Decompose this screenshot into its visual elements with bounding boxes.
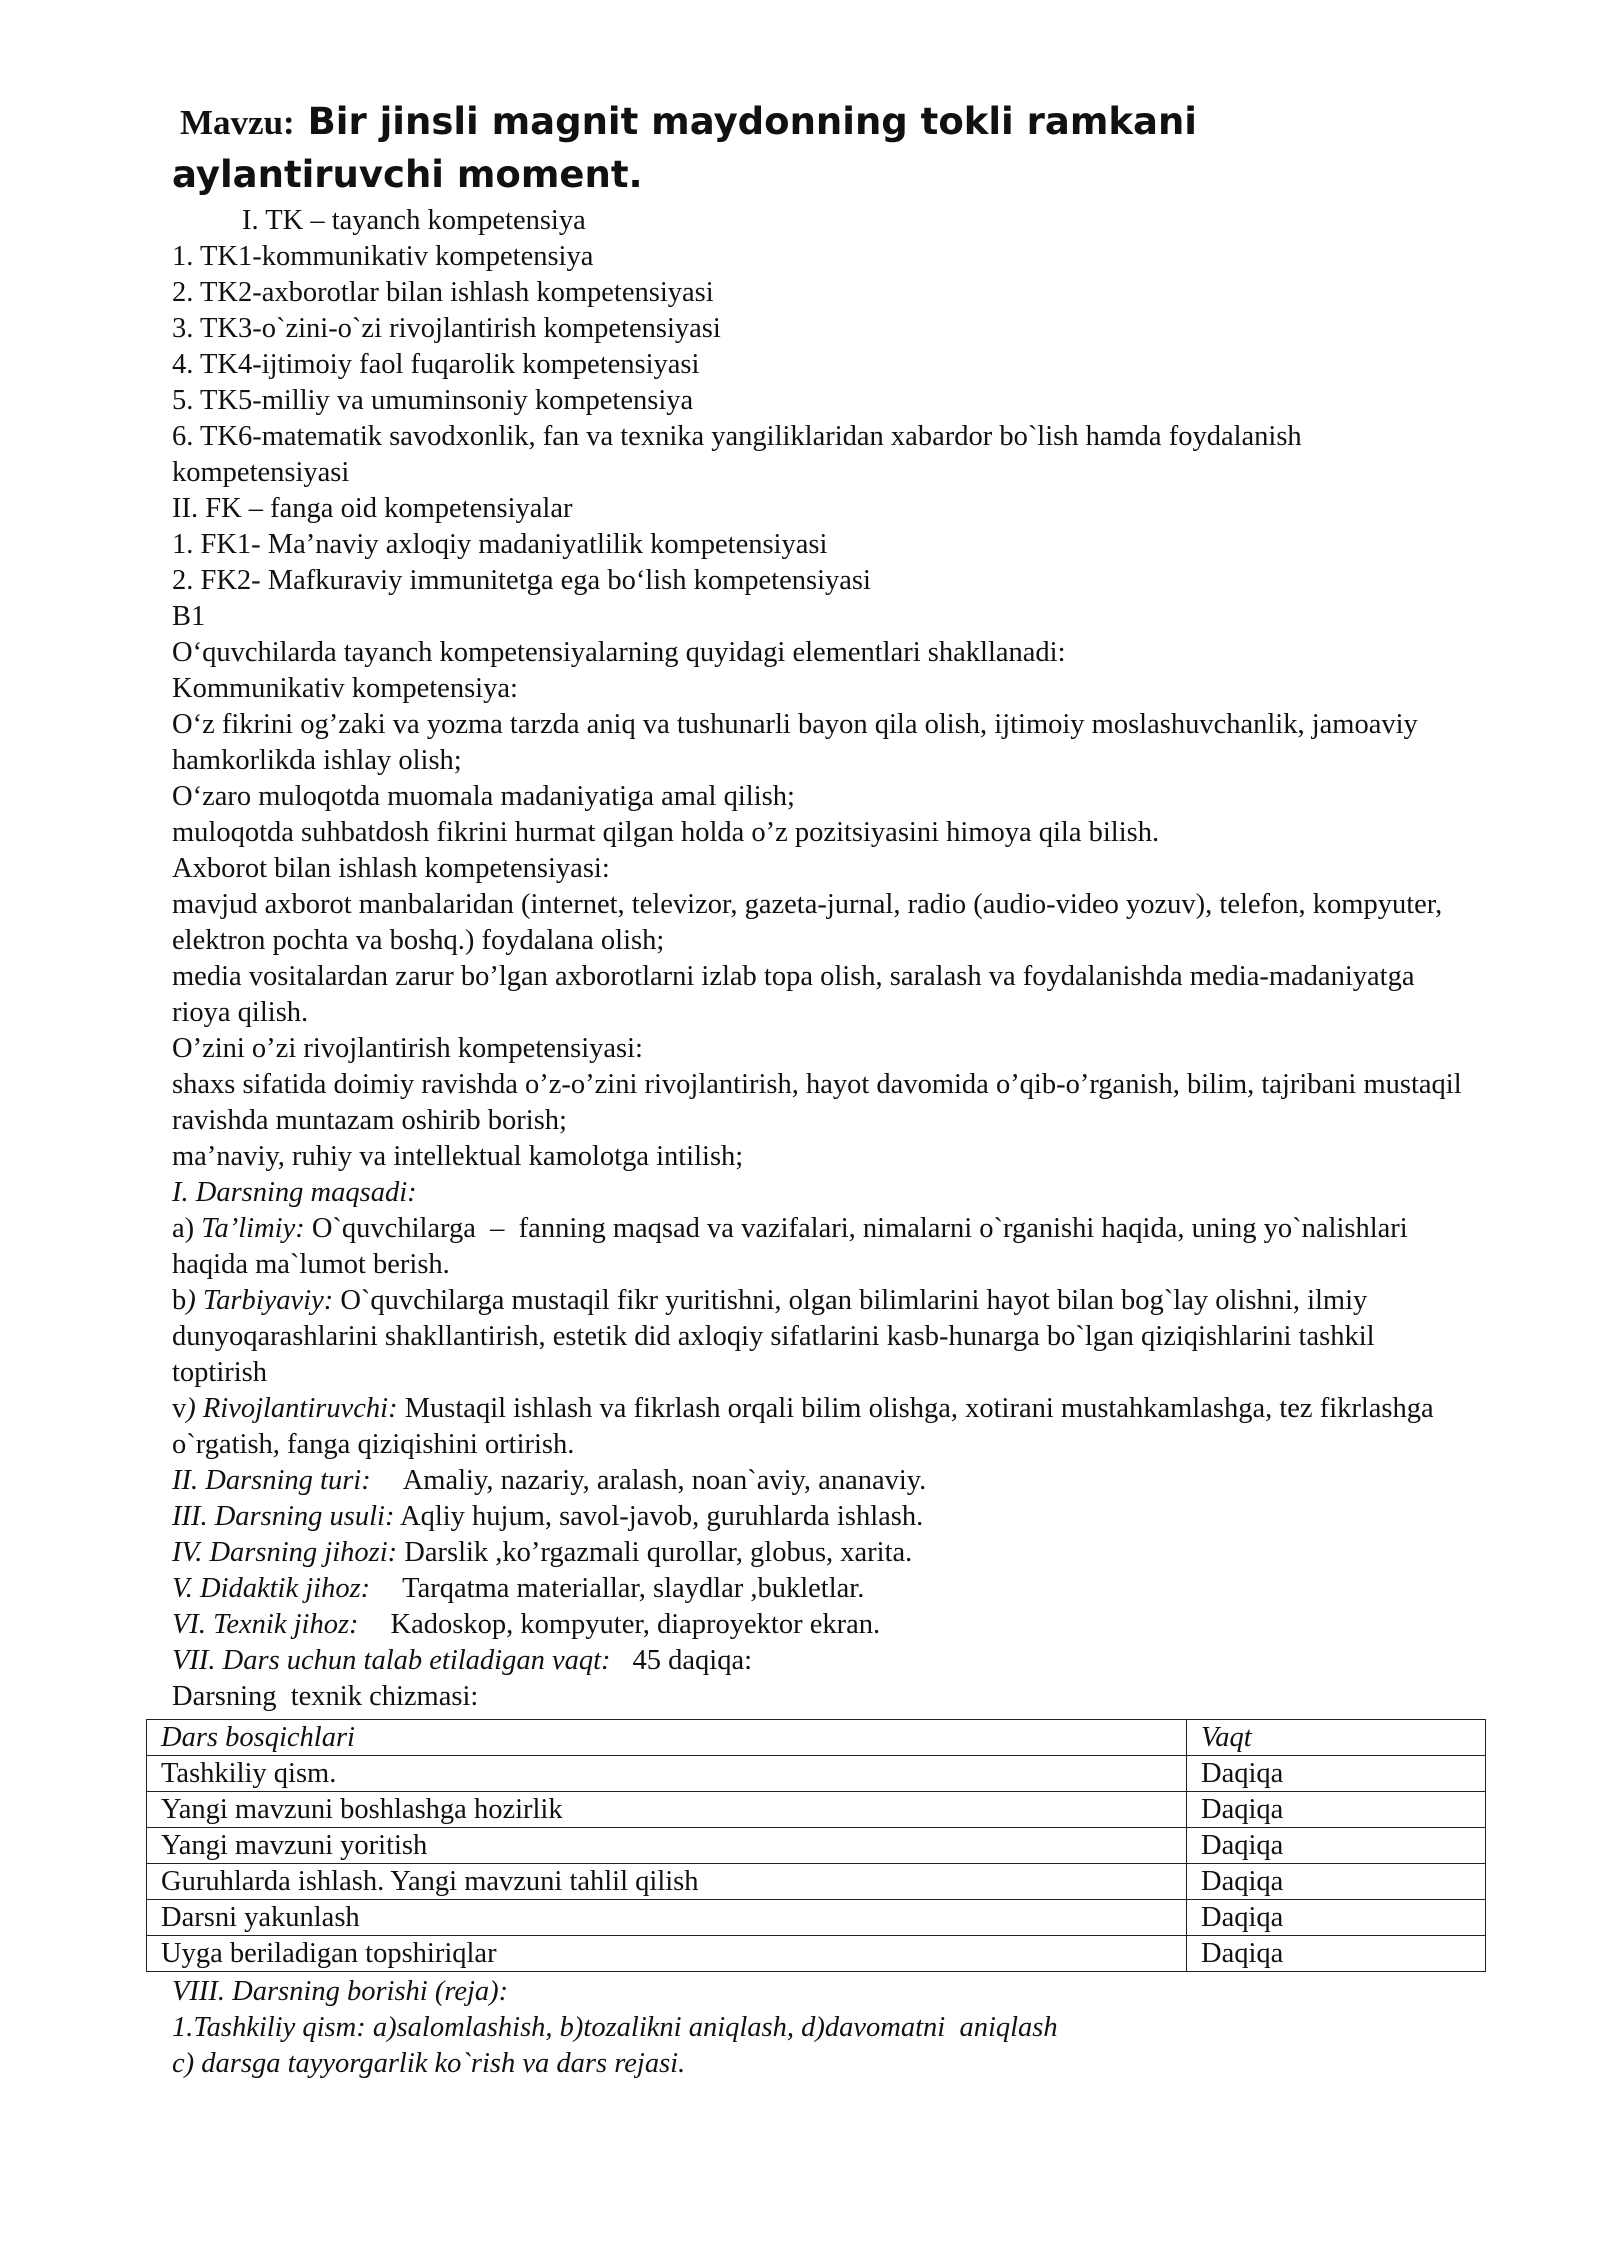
- ozini-line: ma’naviy, ruhiy va intellektual kamolotga intilish;: [172, 1141, 744, 1172]
- maqsad-v-prefix: v: [172, 1393, 187, 1424]
- table-row: [147, 1900, 1486, 1936]
- axborot-line: mavjud axborot manbalaridan (internet, televizor, gazeta-jurnal, radio (audio-video yozuv), telefon, kompyuter, elektron pochta va boshq.) foydalana olish;: [172, 889, 1450, 956]
- tk-item: 3. TK3-o`zini-o`zi rivojlantirish kompetensiyasi: [172, 313, 721, 344]
- info-line: [172, 1643, 1472, 1679]
- info-line: [172, 1607, 1472, 1643]
- table-cell-stage: Tashkiliy qism.: [147, 1756, 1187, 1792]
- info-label: V. Didaktik jihoz:: [172, 1573, 371, 1604]
- tk-item: 5. TK5-milliy va umuminsoniy kompetensiya: [172, 385, 694, 416]
- lesson-plan-table: [146, 1719, 1486, 1972]
- borishi-heading: VIII. Darsning borishi (reja):: [172, 1976, 509, 2007]
- table-cell-time: Daqiqa: [1187, 1756, 1486, 1792]
- axborot-heading: Axborot bilan ishlash kompetensiyasi:: [172, 853, 610, 884]
- table-header-cell: Dars bosqichlari: [147, 1720, 1187, 1756]
- info-line: [172, 1463, 1472, 1499]
- maqsad-tarbiyaviy: [172, 1283, 1472, 1391]
- borishi-line: 1.Tashkiliy qism: a)salomlashish, b)tozalikni aniqlash, d)davomatni aniqlash: [172, 2012, 1058, 2043]
- fk-item: 1. FK1- Ma’naviy axloqiy madaniyatlilik kompetensiyasi: [172, 529, 828, 560]
- info-value: Aqliy hujum, savol-javob, guruhlarda ishlash.: [400, 1501, 924, 1532]
- table-caption: Darsning texnik chizmasi:: [172, 1681, 479, 1712]
- maqsad-a-label: Ta’limiy:: [201, 1213, 305, 1244]
- info-value: Tarqatma materiallar, slaydlar ,bukletlar.: [402, 1573, 865, 1604]
- info-label: III. Darsning usuli:: [172, 1501, 395, 1532]
- info-line: [172, 1571, 1472, 1607]
- table-cell-stage: Yangi mavzuni yoritish: [147, 1828, 1187, 1864]
- maqsad-heading: I. Darsning maqsadi:: [172, 1177, 417, 1208]
- info-line: [172, 1535, 1472, 1571]
- document-page: [161, 96, 1472, 2082]
- table-row: [147, 1936, 1486, 1972]
- komm-heading: Kommunikativ kompetensiya:: [172, 673, 518, 704]
- title-text: Bir jinsli magnit maydonning tokli ramkani aylantiruvchi moment.: [172, 100, 1197, 196]
- table-row: [147, 1828, 1486, 1864]
- ozini-heading: O’zini o’zi rivojlantirish kompetensiyasi:: [172, 1033, 643, 1064]
- info-value: Amaliy, nazariy, aralash, noan`aviy, ananaviy.: [402, 1465, 927, 1496]
- maqsad-b-prefix: b: [172, 1285, 187, 1316]
- info-value: Darslik ,ko’rgazmali qurollar, globus, xarita.: [404, 1537, 913, 1568]
- table-cell-time: Daqiqa: [1187, 1900, 1486, 1936]
- table-row: [147, 1864, 1486, 1900]
- info-label: IV. Darsning jihozi:: [172, 1537, 398, 1568]
- ozini-line: shaxs sifatida doimiy ravishda o’z-o’zini rivojlantirish, hayot davomida o’qib-o’rganish, bilim, tajribani mustaqil ravishda muntazam oshirib borish;: [172, 1069, 1469, 1136]
- info-label: II. Darsning turi:: [172, 1465, 371, 1496]
- b1-label: B1: [172, 601, 206, 632]
- page-title: [172, 96, 1472, 201]
- tk-item: 1. TK1-kommunikativ kompetensiya: [172, 241, 594, 272]
- komm-line: O‘zaro muloqotda muomala madaniyatiga amal qilish;: [172, 781, 795, 812]
- maqsad-a-prefix: a): [172, 1213, 202, 1244]
- maqsad-v-text: Mustaqil ishlash va fikrlash orqali bilim olishga, xotirani mustahkamlashga, tez fikrlashga o`rgatish, fanga qiziqishini ortirish.: [172, 1393, 1441, 1460]
- komm-line: O‘z fikrini og’zaki va yozma tarzda aniq va tushunarli bayon qila olish, ijtimoiy moslashuvchanlik, jamoaviy hamkorlikda ishlay olish;: [172, 709, 1425, 776]
- info-value: 45 daqiqa:: [632, 1645, 753, 1676]
- maqsad-a-text: O`quvchilarga – fanning maqsad va vazifalari, nimalarni o`rganishi haqida, uning yo`nalishlari haqida ma`lumot berish.: [172, 1213, 1415, 1280]
- tk-item: 6. TK6-matematik savodxonlik, fan va texnika yangiliklaridan xabardor bo`lish hamda foydalanish kompetensiyasi: [172, 421, 1309, 488]
- table-header-row: [147, 1720, 1486, 1756]
- tk-heading: I. TK – tayanch kompetensiya: [242, 205, 586, 236]
- maqsad-v-label: ) Rivojlantiruvchi:: [186, 1393, 398, 1424]
- intro-text: O‘quvchilarda tayanch kompetensiyalarning quyidagi elementlari shakllanadi:: [172, 637, 1066, 668]
- tk-item: 2. TK2-axborotlar bilan ishlash kompetensiyasi: [172, 277, 714, 308]
- info-label: VI. Texnik jihoz:: [172, 1609, 359, 1640]
- maqsad-talimiy: [172, 1211, 1472, 1283]
- maqsad-b-text: O`quvchilarga mustaqil fikr yuritishni, olgan bilimlarini hayot bilan bog`lay olishni, ilmiy dunyoqarashlarini shakllantirish, estetik did axloqiy sifatlarini kasb-hunarga bo`lgan qiziqishlarini tashkil toptirish: [172, 1285, 1382, 1388]
- maqsad-b-label: ) Tarbiyaviy:: [186, 1285, 334, 1316]
- komm-line: muloqotda suhbatdosh fikrini hurmat qilgan holda o’z pozitsiyasini himoya qila bilish.: [172, 817, 1160, 848]
- table-cell-time: Daqiqa: [1187, 1864, 1486, 1900]
- info-label: VII. Dars uchun talab etiladigan vaqt:: [172, 1645, 611, 1676]
- table-row: [147, 1756, 1486, 1792]
- table-cell-stage: Guruhlarda ishlash. Yangi mavzuni tahlil qilish: [147, 1864, 1187, 1900]
- table-row: [147, 1792, 1486, 1828]
- fk-item: 2. FK2- Mafkuraviy immunitetga ega bo‘lish kompetensiyasi: [172, 565, 871, 596]
- info-value: Kadoskop, kompyuter, diaproyektor ekran.: [390, 1609, 881, 1640]
- table-cell-stage: Yangi mavzuni boshlashga hozirlik: [147, 1792, 1187, 1828]
- fk-heading: II. FK – fanga oid kompetensiyalar: [172, 493, 573, 524]
- table-cell-stage: Uyga beriladigan topshiriqlar: [147, 1936, 1187, 1972]
- maqsad-rivojlantiruvchi: [172, 1391, 1472, 1463]
- info-line: [172, 1499, 1472, 1535]
- borishi-line: c) darsga tayyorgarlik ko`rish va dars rejasi.: [172, 2048, 686, 2079]
- table-cell-time: Daqiqa: [1187, 1828, 1486, 1864]
- table-cell-stage: Darsni yakunlash: [147, 1900, 1187, 1936]
- title-label: Mavzu:: [180, 103, 295, 142]
- table-header-cell: Vaqt: [1187, 1720, 1486, 1756]
- tk-item: 4. TK4-ijtimoiy faol fuqarolik kompetensiyasi: [172, 349, 700, 380]
- table-cell-time: Daqiqa: [1187, 1792, 1486, 1828]
- table-cell-time: Daqiqa: [1187, 1936, 1486, 1972]
- axborot-line: media vositalardan zarur bo’lgan axborotlarni izlab topa olish, saralash va foydalanishda media-madaniyatga rioya qilish.: [172, 961, 1422, 1028]
